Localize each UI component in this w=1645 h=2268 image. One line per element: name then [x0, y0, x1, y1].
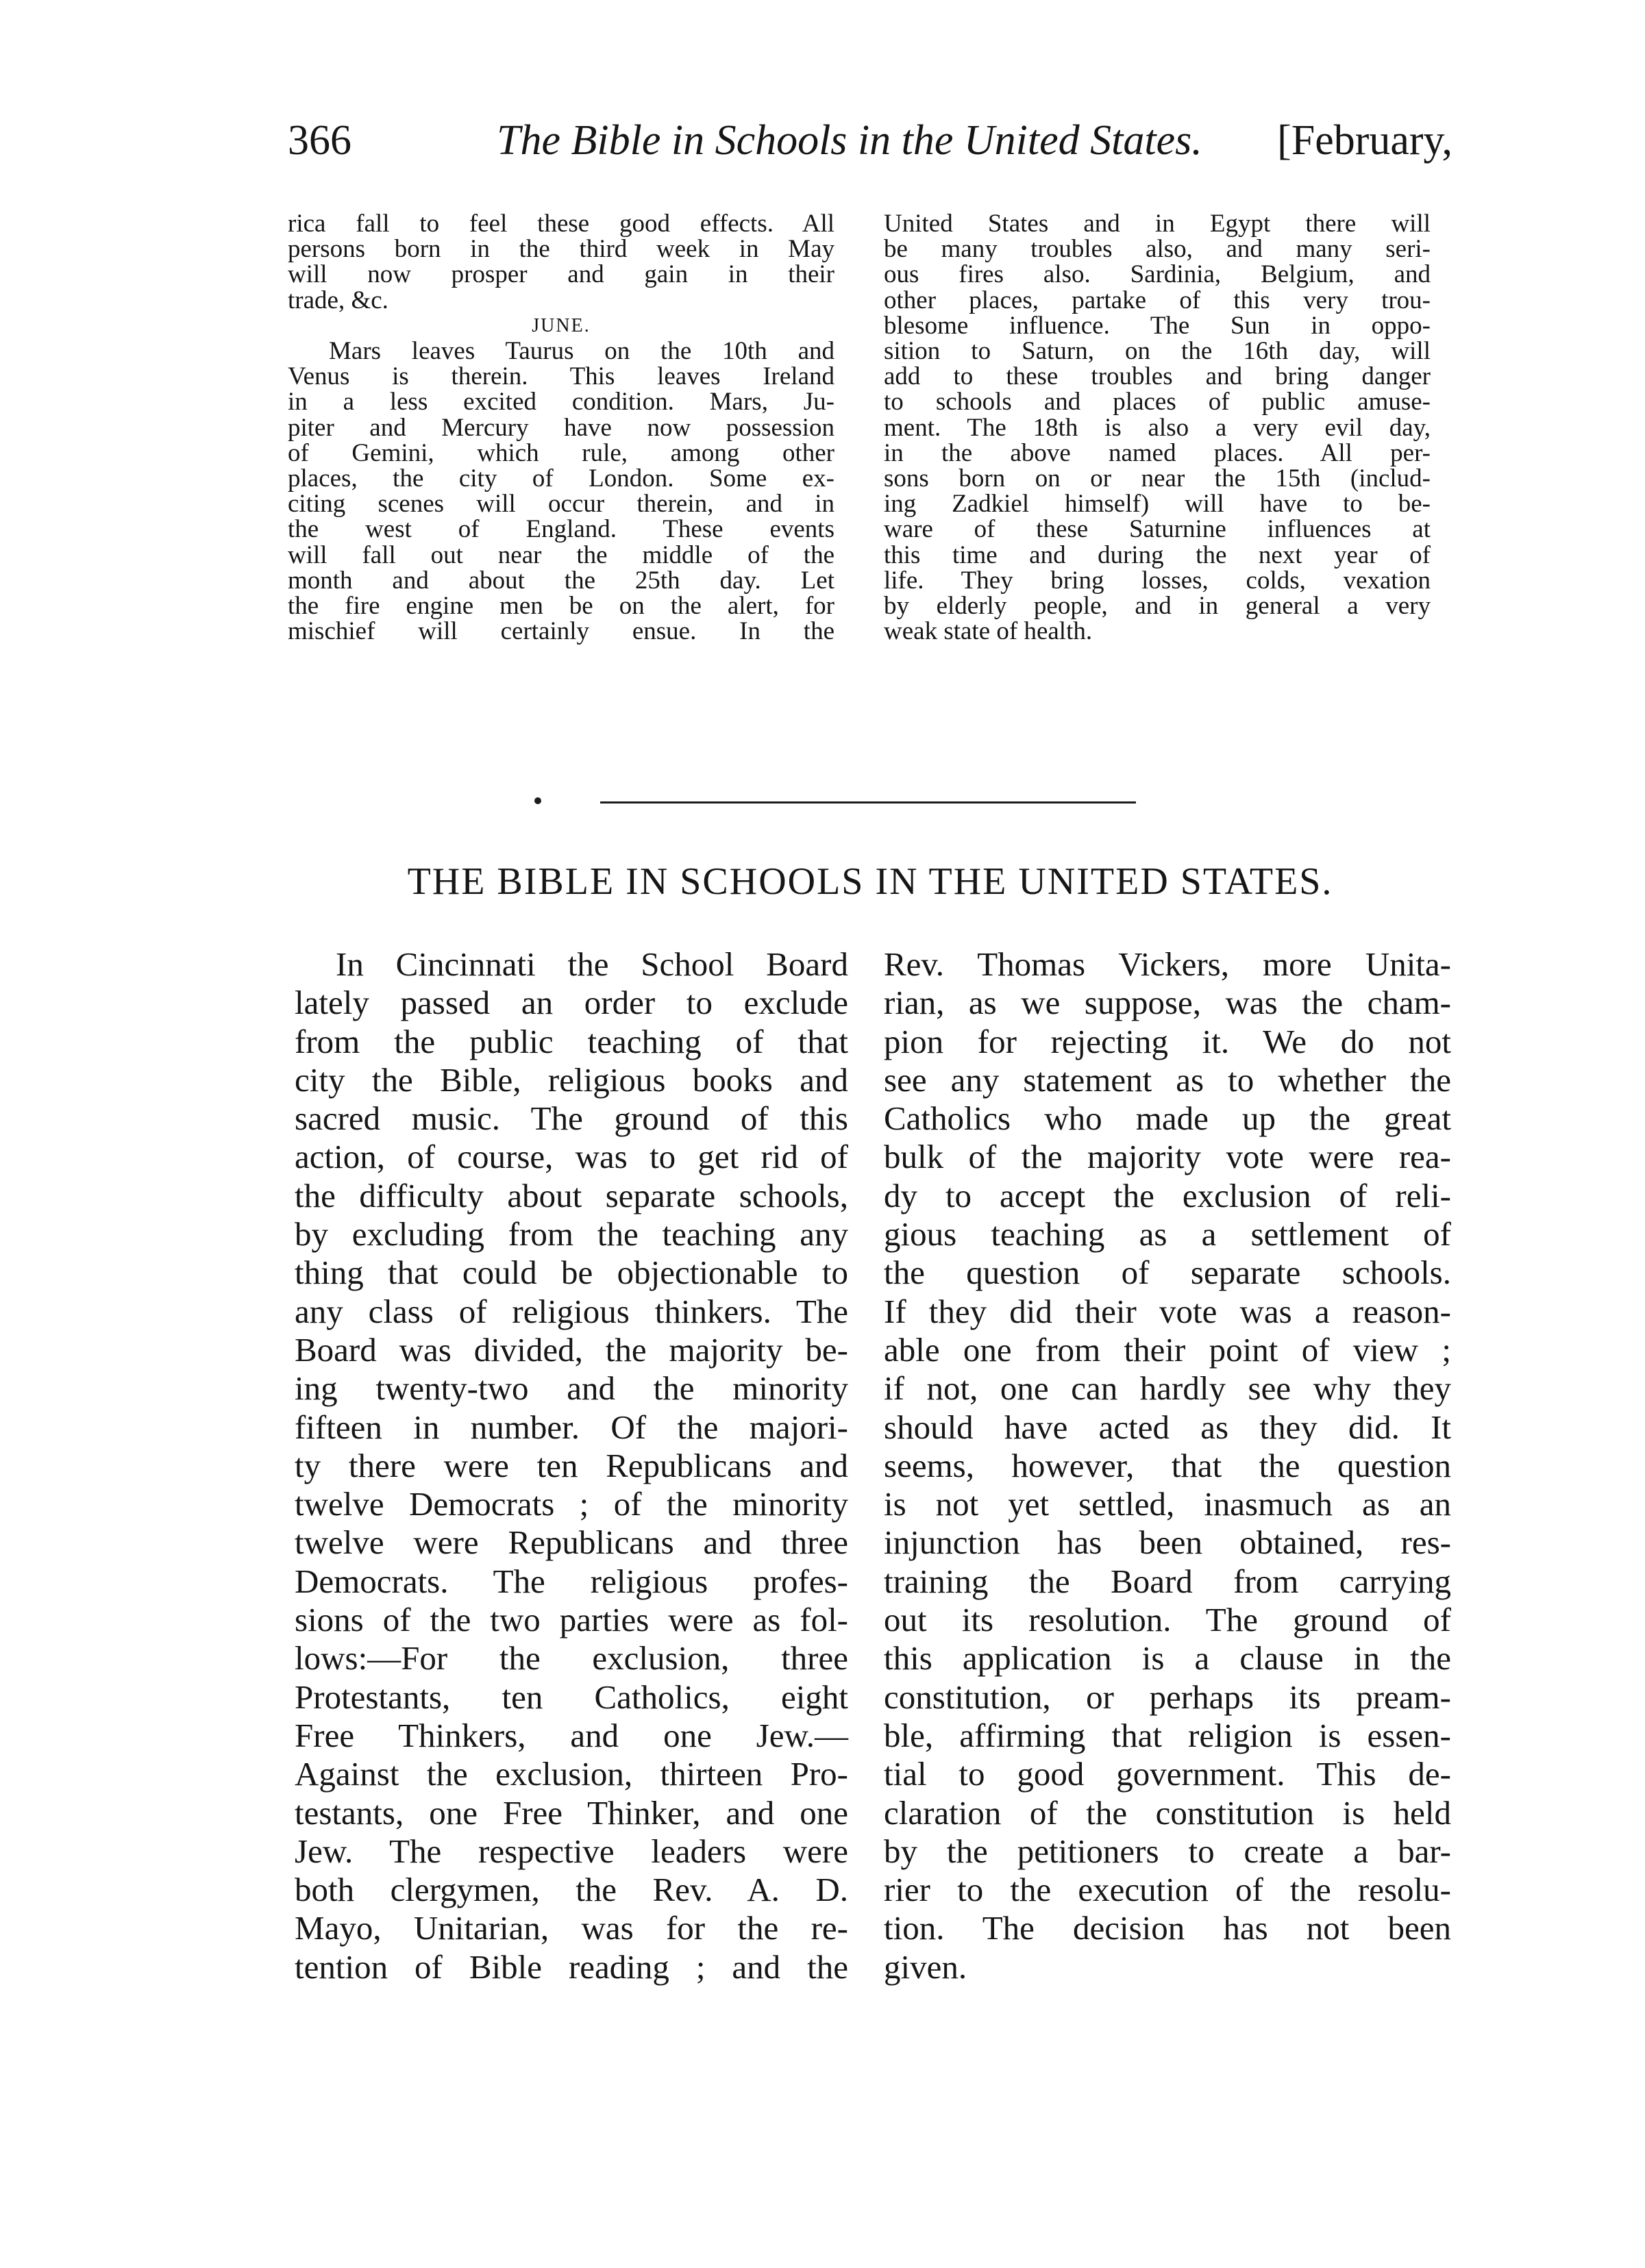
text-line: Free Thinkers, and one Jew.—	[295, 1716, 848, 1754]
text-line: by excluding from the teaching any	[295, 1215, 848, 1254]
text-line: from the public teaching of that	[295, 1022, 848, 1060]
text-line: gious teaching as a settlement of	[884, 1215, 1451, 1254]
text-line: this time and during the next year of	[884, 540, 1431, 569]
text-line: sions of the two parties were as fol-	[295, 1601, 848, 1639]
running-head	[288, 103, 1452, 178]
text-line: bulk of the majority vote were rea-	[884, 1138, 1451, 1176]
lower-left-column	[295, 945, 848, 1986]
text-line: the west of England. These events	[288, 515, 834, 544]
text-line: Catholics who made up the great	[884, 1099, 1451, 1138]
text-line: ty there were ten Republicans and	[295, 1446, 848, 1484]
text-line: Protestants, ten Catholics, eight	[295, 1678, 848, 1716]
text-line: able one from their point of view ;	[884, 1330, 1451, 1369]
text-line: Rev. Thomas Vickers, more Unita-	[884, 945, 1451, 983]
text-line: add to these troubles and bring danger	[884, 362, 1431, 391]
text-line: blesome influence. The Sun in oppo-	[884, 311, 1431, 340]
text-line: injunction has been obtained, res-	[884, 1523, 1451, 1562]
text-line: Against the exclusion, thirteen Pro-	[295, 1755, 848, 1793]
text-line: In Cincinnati the School Board	[336, 945, 848, 983]
text-line: be many troubles also, and many seri-	[884, 235, 1431, 264]
text-line: rier to the execution of the resolu-	[884, 1871, 1451, 1909]
text-line: If they did their vote was a reason-	[884, 1292, 1451, 1330]
text-line: other places, partake of this very trou-	[884, 286, 1431, 314]
text-line: to schools and places of public amuse-	[884, 388, 1431, 416]
text-line: persons born in the third week in May	[288, 235, 834, 264]
text-line: month and about the 25th day. Let	[288, 566, 834, 595]
text-line: ble, affirming that religion is essen-	[884, 1716, 1451, 1754]
text-line: Board was divided, the majority be-	[295, 1330, 848, 1369]
text-line: the question of separate schools.	[884, 1254, 1451, 1292]
text-line: ware of these Saturnine influences at	[884, 515, 1431, 544]
text-line: ment. The 18th is also a very evil day,	[884, 413, 1431, 442]
text-line: mischief will certainly ensue. In the	[288, 617, 834, 646]
text-line: Mars leaves Taurus on the 10th and	[329, 337, 834, 366]
text-line: tention of Bible reading ; and the	[295, 1947, 848, 1986]
text-line: claration of the constitution is held	[884, 1793, 1451, 1832]
text-line: twelve were Republicans and three	[295, 1523, 848, 1562]
text-line: sons born on or near the 15th (includ-	[884, 464, 1431, 493]
text-line: by elderly people, and in general a very	[884, 592, 1431, 621]
text-line: tion. The decision has not been	[884, 1909, 1451, 1947]
text-line: will fall out near the middle of the	[288, 540, 834, 569]
text-line: action, of course, was to get rid of	[295, 1138, 848, 1176]
running-title: The Bible in Schools in the United States.	[497, 117, 1202, 164]
text-line: weak state of health.	[884, 617, 1093, 646]
text-line: sacred music. The ground of this	[295, 1099, 848, 1138]
text-line: should have acted as they did. It	[884, 1408, 1451, 1446]
text-line: training the Board from carrying	[884, 1562, 1451, 1600]
text-line: the difficulty about separate schools,	[295, 1176, 848, 1214]
page-number: 366	[288, 117, 351, 164]
text-line: testants, one Free Thinker, and one	[295, 1793, 848, 1832]
text-line: city the Bible, religious books and	[295, 1060, 848, 1099]
text-line: this application is a clause in the	[884, 1639, 1451, 1678]
text-line: see any statement as to whether the	[884, 1060, 1451, 1099]
separator-dot	[534, 797, 541, 804]
text-line: seems, however, that the question	[884, 1446, 1451, 1484]
text-line: life. They bring losses, colds, vexation	[884, 566, 1431, 595]
month-heading: JUNE.	[532, 314, 591, 336]
text-line: of Gemini, which rule, among other	[288, 438, 834, 467]
text-line: Mayo, Unitarian, was for the re-	[295, 1909, 848, 1947]
text-line: Venus is therein. This leaves Ireland	[288, 362, 834, 391]
text-line: dy to accept the exclusion of reli-	[884, 1176, 1451, 1214]
text-line: United States and in Egypt there will	[884, 210, 1431, 238]
text-line: rica fall to feel these good effects. All	[288, 210, 834, 238]
text-line: if not, one can hardly see why they	[884, 1369, 1451, 1408]
text-line: citing scenes will occur therein, and in	[288, 490, 834, 519]
text-line: twelve Democrats ; of the minority	[295, 1485, 848, 1523]
text-line: lows:—For the exclusion, three	[295, 1639, 848, 1678]
text-line: fifteen in number. Of the majori-	[295, 1408, 848, 1446]
text-line: out its resolution. The ground of	[884, 1601, 1451, 1639]
text-line: sition to Saturn, on the 16th day, will	[884, 337, 1431, 366]
text-line: ing twenty-two and the minority	[295, 1369, 848, 1408]
text-line: by the petitioners to create a bar-	[884, 1832, 1451, 1870]
text-line: piter and Mercury have now possession	[288, 413, 834, 442]
text-line: Jew. The respective leaders were	[295, 1832, 848, 1870]
text-line: in a less excited condition. Mars, Ju-	[288, 388, 834, 416]
text-line: is not yet settled, inasmuch as an	[884, 1485, 1451, 1523]
text-line: thing that could be objectionable to	[295, 1254, 848, 1292]
text-line: pion for rejecting it. We do not	[884, 1022, 1451, 1060]
article-title: THE BIBLE IN SCHOOLS IN THE UNITED STATES.	[407, 860, 1333, 903]
text-line: rian, as we suppose, was the cham-	[884, 984, 1451, 1022]
text-line: constitution, or perhaps its pream-	[884, 1678, 1451, 1716]
upper-left-column	[288, 211, 834, 644]
text-line: ing Zadkiel himself) will have to be-	[884, 490, 1431, 519]
text-line: lately passed an order to exclude	[295, 984, 848, 1022]
text-line: trade, &c.	[288, 286, 388, 314]
text-line: both clergymen, the Rev. A. D.	[295, 1871, 848, 1909]
text-line: will now prosper and gain in their	[288, 260, 834, 289]
section-divider	[600, 801, 1136, 803]
text-line: tial to good government. This de-	[884, 1755, 1451, 1793]
text-line: the fire engine men be on the alert, for	[288, 592, 834, 621]
running-month: [February,	[1277, 117, 1452, 164]
lower-right-column	[884, 945, 1451, 1986]
text-line: ous fires also. Sardinia, Belgium, and	[884, 260, 1431, 289]
upper-right-column	[884, 211, 1431, 644]
text-line: in the above named places. All per-	[884, 438, 1431, 467]
text-line: Democrats. The religious profes-	[295, 1562, 848, 1600]
text-line: any class of religious thinkers. The	[295, 1292, 848, 1330]
text-line: given.	[884, 1947, 967, 1986]
text-line: places, the city of London. Some ex-	[288, 464, 834, 493]
